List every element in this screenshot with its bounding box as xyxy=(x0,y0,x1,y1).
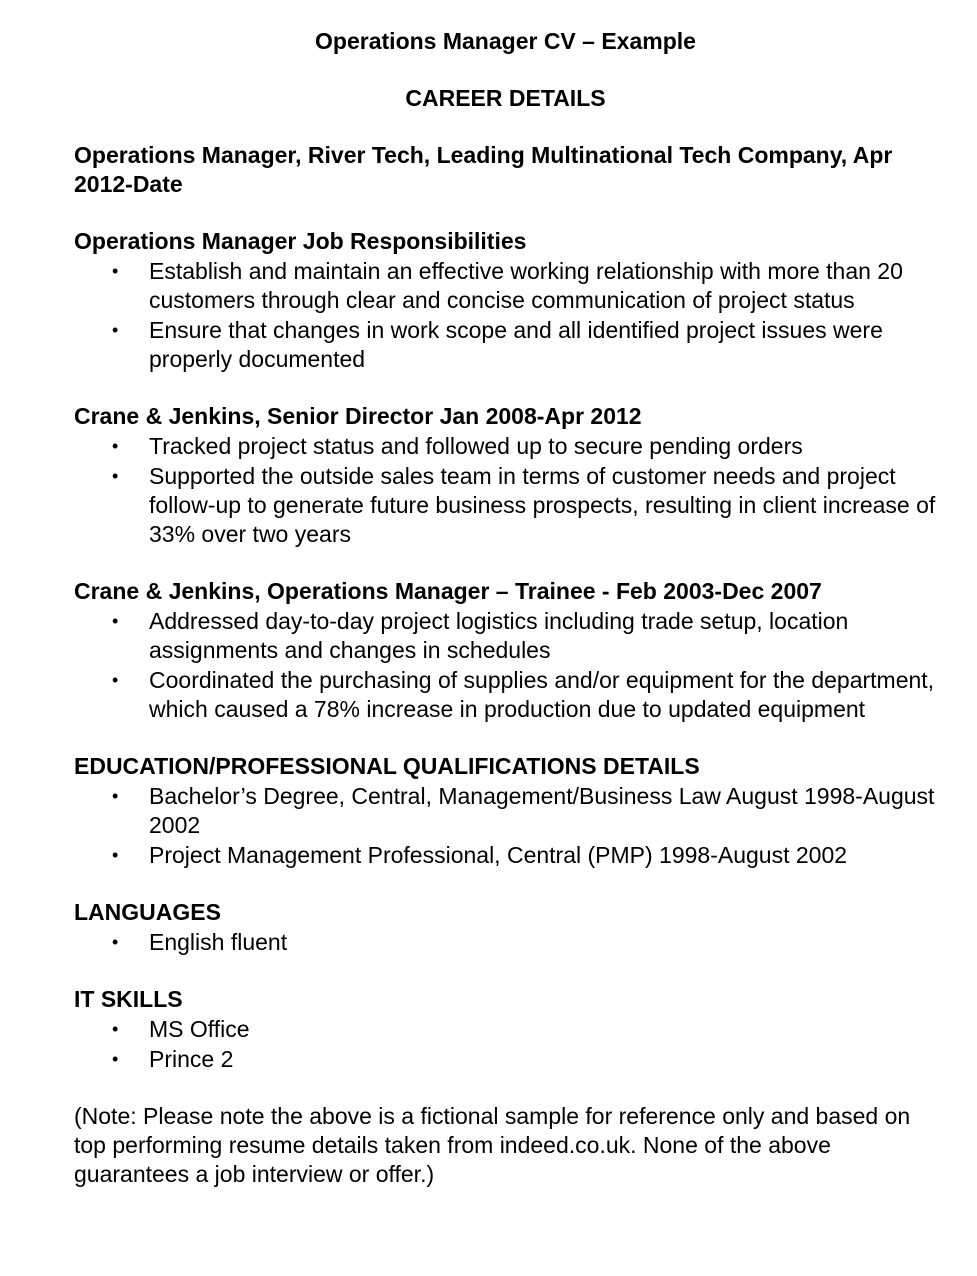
list-item xyxy=(74,432,937,461)
list-item xyxy=(74,257,937,315)
job-heading: Crane & Jenkins, Operations Manager – Trainee - Feb 2003-Dec 2007 xyxy=(74,578,822,604)
bullet-icon: • xyxy=(112,261,119,281)
job-entry xyxy=(74,141,937,199)
job-heading: Operations Manager, River Tech, Leading Multinational Tech Company, Apr 2012-Date xyxy=(74,142,893,197)
languages-section xyxy=(74,898,937,957)
list-item-text: MS Office xyxy=(149,1016,250,1042)
list-item xyxy=(74,841,937,870)
job-subheading: Operations Manager Job Responsibilities xyxy=(74,228,527,254)
bullet-icon: • xyxy=(112,436,119,456)
bullet-icon: • xyxy=(112,670,119,690)
career-details-title: CAREER DETAILS xyxy=(405,85,606,111)
languages-heading: LANGUAGES xyxy=(74,899,221,925)
bullet-list xyxy=(74,782,937,870)
list-item-text: Supported the outside sales team in terms of customer needs and project follow-up to generate future business prospects, resulting in client increase of 33% over two years xyxy=(149,463,936,547)
list-item-text: Project Management Professional, Central (PMP) 1998-August 2002 xyxy=(149,842,848,868)
list-item-text: Addressed day-to-day project logistics including trade setup, location assignments and changes in schedules xyxy=(149,608,849,663)
list-item xyxy=(74,1015,937,1044)
list-item xyxy=(74,928,937,957)
bullet-icon: • xyxy=(112,466,119,486)
bullet-list xyxy=(74,257,937,374)
list-item-text: Prince 2 xyxy=(149,1046,234,1072)
disclaimer-note: (Note: Please note the above is a fictional sample for reference only and based on top performing resume details taken from indeed.co.uk. None of the above guarantees a job interview or offer.) xyxy=(74,1103,911,1187)
bullet-icon: • xyxy=(112,320,119,340)
job-responsibilities xyxy=(74,227,937,374)
list-item xyxy=(74,462,937,549)
job-heading: Crane & Jenkins, Senior Director Jan 2008-Apr 2012 xyxy=(74,403,642,429)
bullet-list xyxy=(74,928,937,957)
bullet-icon: • xyxy=(112,786,119,806)
list-item xyxy=(74,316,937,374)
list-item-text: Bachelor’s Degree, Central, Management/Business Law August 1998-August 2002 xyxy=(149,783,935,838)
job-entry xyxy=(74,402,937,549)
bullet-list xyxy=(74,1015,937,1074)
list-item xyxy=(74,607,937,665)
education-section xyxy=(74,752,937,870)
bullet-icon: • xyxy=(112,845,119,865)
list-item-text: Establish and maintain an effective working relationship with more than 20 customers through clear and concise communication of project status xyxy=(149,258,903,313)
education-heading: EDUCATION/PROFESSIONAL QUALIFICATIONS DETAILS xyxy=(74,753,700,779)
list-item-text: Ensure that changes in work scope and all identified project issues were properly documented xyxy=(149,317,883,372)
bullet-list xyxy=(74,607,937,724)
job-entry xyxy=(74,577,937,724)
list-item-text: English fluent xyxy=(149,929,288,955)
bullet-list xyxy=(74,432,937,549)
list-item xyxy=(74,782,937,840)
list-item xyxy=(74,666,937,724)
list-item-text: Tracked project status and followed up to secure pending orders xyxy=(149,433,803,459)
it-skills-heading: IT SKILLS xyxy=(74,986,183,1012)
bullet-icon: • xyxy=(112,1019,119,1039)
list-item-text: Coordinated the purchasing of supplies and/or equipment for the department, which caused a 78% increase in production due to updated equipment xyxy=(149,667,935,722)
bullet-icon: • xyxy=(112,611,119,631)
document-title: Operations Manager CV – Example xyxy=(315,28,696,54)
it-skills-section xyxy=(74,985,937,1074)
bullet-icon: • xyxy=(112,1049,119,1069)
list-item xyxy=(74,1045,937,1074)
bullet-icon: • xyxy=(112,932,119,952)
